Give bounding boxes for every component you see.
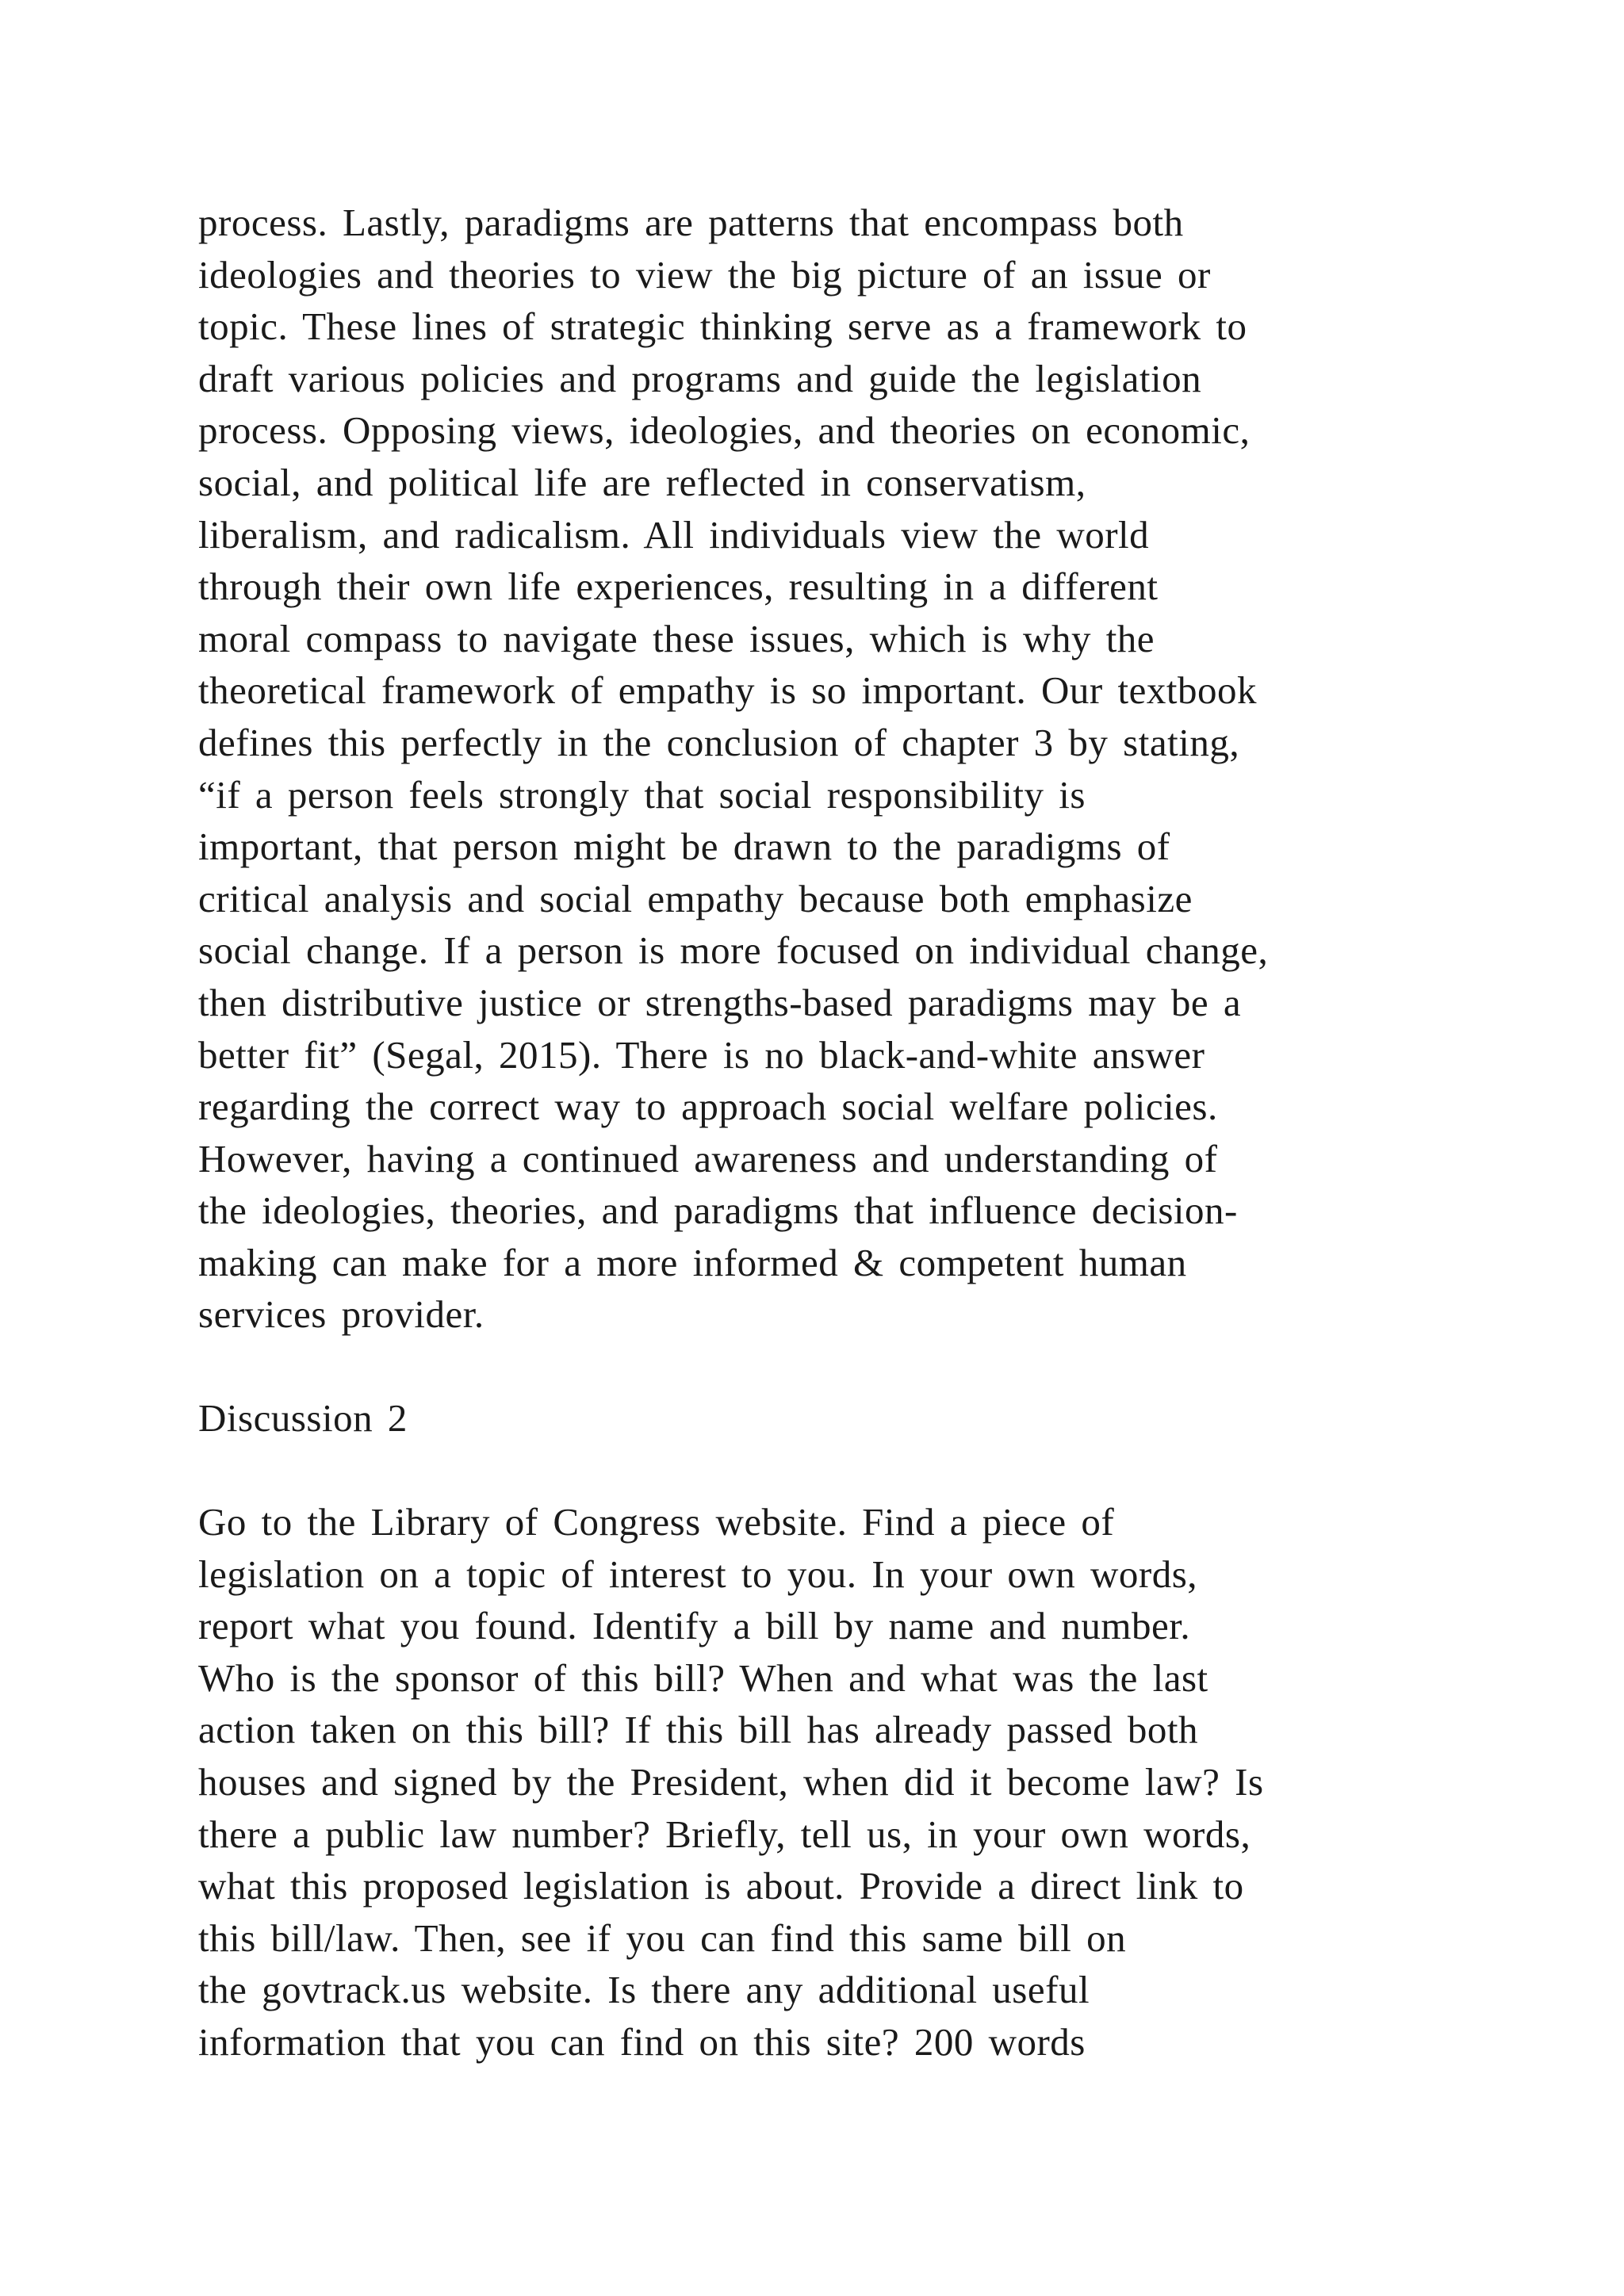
text-line: regarding the correct way to approach social welfare policies.: [198, 1085, 1218, 1129]
text-line: moral compass to navigate these issues, which is why the: [198, 616, 1155, 660]
body-paragraph-1: [198, 197, 1499, 1341]
text-line: legislation on a topic of interest to you. In your own words,: [198, 1552, 1198, 1596]
text-line: services provider.: [198, 1292, 485, 1337]
text-line: process. Opposing views, ideologies, and theories on economic,: [198, 408, 1251, 453]
text-line: However, having a continued awareness and understanding of: [198, 1136, 1218, 1181]
text-line: the govtrack.us website. Is there any additional useful: [198, 1968, 1090, 2012]
text-line: theoretical framework of empathy is so important. Our textbook: [198, 668, 1257, 713]
text-line: social, and political life are reflected in conservatism,: [198, 460, 1086, 504]
text-line: houses and signed by the President, when did it become law? Is: [198, 1759, 1264, 1804]
body-paragraph-2: [198, 1496, 1499, 2068]
text-line: process. Lastly, paradigms are patterns that encompass both: [198, 201, 1184, 244]
text-line: “if a person feels strongly that social responsibility is: [198, 772, 1086, 817]
section-heading: [198, 1392, 1499, 1445]
text-line: ideologies and theories to view the big picture of an issue or: [198, 252, 1211, 297]
text-line: there a public law number? Briefly, tell us, in your own words,: [198, 1812, 1251, 1856]
text-line: social change. If a person is more focused on individual change,: [198, 928, 1269, 973]
text-line: then distributive justice or strengths-based paradigms may be a: [198, 980, 1242, 1024]
text-line: this bill/law. Then, see if you can find this same bill on: [198, 1915, 1127, 1960]
text-line: topic. These lines of strategic thinking serve as a framework to: [198, 304, 1247, 349]
text-line: the ideologies, theories, and paradigms that influence decision-: [198, 1188, 1238, 1233]
text-line: important, that person might be drawn to the paradigms of: [198, 825, 1170, 869]
text-line: action taken on this bill? If this bill has already passed both: [198, 1708, 1198, 1752]
text-line: report what you found. Identify a bill by name and number.: [198, 1604, 1191, 1648]
text-line: draft various policies and programs and guide the legislation: [198, 356, 1202, 400]
text-line: defines this perfectly in the conclusion of chapter 3 by stating,: [198, 720, 1240, 764]
text-line: through their own life experiences, resulting in a different: [198, 564, 1159, 609]
text-line: better fit” (Segal, 2015). There is no black-and-white answer: [198, 1032, 1205, 1077]
text-line: critical analysis and social empathy because both emphasize: [198, 876, 1193, 920]
text-line: making can make for a more informed & competent human: [198, 1240, 1187, 1284]
text-line: Who is the sponsor of this bill? When and what was the last: [198, 1655, 1208, 1700]
section-heading-text: Discussion 2: [198, 1396, 408, 1440]
text-line: liberalism, and radicalism. All individuals view the world: [198, 512, 1150, 557]
text-line: information that you can find on this site? 200 words: [198, 2019, 1086, 2064]
text-line: Go to the Library of Congress website. Find a piece of: [198, 1500, 1115, 1544]
text-line: what this proposed legislation is about. Provide a direct link to: [198, 1864, 1244, 1908]
